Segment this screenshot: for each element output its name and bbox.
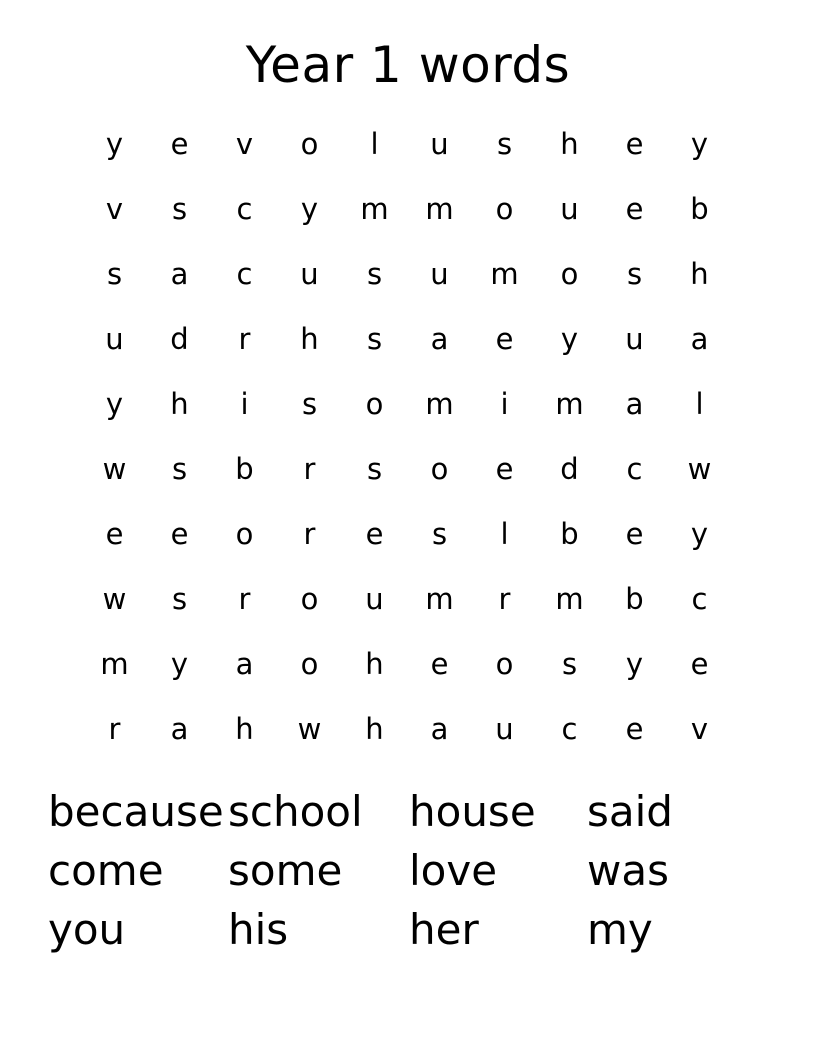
word-bank-item: house	[409, 787, 536, 836]
grid-letter: e	[105, 517, 124, 551]
word-bank-item: was	[587, 846, 669, 895]
word-bank-item: her	[409, 905, 479, 954]
grid-letter: r	[238, 322, 251, 356]
grid-letter: v	[105, 192, 124, 226]
grid-letter: c	[561, 712, 578, 746]
grid-letter: y	[625, 647, 644, 681]
grid-letter: s	[626, 257, 643, 291]
grid-letter: h	[170, 387, 189, 421]
grid-letter: s	[561, 647, 578, 681]
grid-letter: s	[301, 387, 318, 421]
word-bank-item: love	[409, 846, 498, 895]
grid-letter: e	[495, 322, 514, 356]
grid-letter: c	[236, 257, 253, 291]
grid-letter: r	[108, 712, 121, 746]
grid-letter: h	[300, 322, 319, 356]
grid-letter: e	[170, 517, 189, 551]
word-bank-item: said	[587, 787, 673, 836]
grid-letter: h	[560, 127, 579, 161]
grid-letter: u	[430, 127, 449, 161]
grid-letter: s	[171, 192, 188, 226]
grid-letter: h	[365, 647, 384, 681]
word-bank-item: school	[228, 787, 363, 836]
grid-letter: e	[690, 647, 709, 681]
grid-letter: y	[300, 192, 319, 226]
grid-letter: e	[625, 712, 644, 746]
grid-letter: e	[430, 647, 449, 681]
word-bank-item: some	[228, 846, 343, 895]
grid-letter: e	[170, 127, 189, 161]
grid-letter: m	[555, 387, 584, 421]
grid-letter: b	[235, 452, 254, 486]
grid-letter: s	[366, 257, 383, 291]
word-search-grid	[82, 112, 732, 762]
grid-letter: w	[102, 582, 127, 616]
grid-letter: u	[430, 257, 449, 291]
word-bank-item: because	[48, 787, 224, 836]
grid-letter: m	[425, 192, 454, 226]
grid-letter: o	[430, 452, 449, 486]
grid-letter: o	[365, 387, 384, 421]
grid-letter: i	[240, 387, 249, 421]
grid-letter: s	[366, 452, 383, 486]
grid-letter: a	[235, 647, 254, 681]
grid-letter: o	[560, 257, 579, 291]
grid-letter: s	[106, 257, 123, 291]
grid-letter: e	[365, 517, 384, 551]
grid-letter: b	[625, 582, 644, 616]
grid-letter: m	[100, 647, 129, 681]
grid-letter: y	[105, 387, 124, 421]
grid-letter: s	[366, 322, 383, 356]
grid-letter: u	[560, 192, 579, 226]
grid-letter: w	[297, 712, 322, 746]
grid-letter: y	[170, 647, 189, 681]
word-bank-item: my	[587, 905, 653, 954]
grid-letter: s	[431, 517, 448, 551]
grid-letter: s	[496, 127, 513, 161]
page-title: Year 1 words	[245, 36, 571, 94]
grid-letter: e	[495, 452, 514, 486]
grid-letter: u	[300, 257, 319, 291]
grid-letter: c	[236, 192, 253, 226]
grid-letter: o	[235, 517, 254, 551]
grid-letter: h	[235, 712, 254, 746]
grid-letter: a	[170, 257, 189, 291]
grid-letter: m	[555, 582, 584, 616]
grid-letter: l	[500, 517, 509, 551]
grid-letter: u	[495, 712, 514, 746]
grid-letter: m	[425, 582, 454, 616]
grid-letter: i	[500, 387, 509, 421]
grid-letter: o	[495, 647, 514, 681]
word-bank	[48, 782, 768, 959]
grid-letter: e	[625, 517, 644, 551]
grid-letter: o	[300, 647, 319, 681]
grid-letter: h	[690, 257, 709, 291]
grid-letter: s	[171, 582, 188, 616]
grid-letter: u	[365, 582, 384, 616]
word-bank-item: you	[48, 905, 126, 954]
grid-letter: y	[690, 127, 709, 161]
grid-letter: d	[560, 452, 579, 486]
grid-letter: s	[171, 452, 188, 486]
grid-letter: m	[425, 387, 454, 421]
grid-letter: l	[695, 387, 704, 421]
grid-letter: d	[170, 322, 189, 356]
grid-letter: l	[370, 127, 379, 161]
grid-letter: b	[690, 192, 709, 226]
grid-letter: r	[498, 582, 511, 616]
grid-letter: b	[560, 517, 579, 551]
grid-letter: y	[690, 517, 709, 551]
grid-letter: h	[365, 712, 384, 746]
word-bank-item: come	[48, 846, 164, 895]
grid-letter: o	[300, 127, 319, 161]
grid-letter: m	[490, 257, 519, 291]
grid-letter: o	[300, 582, 319, 616]
grid-letter: c	[626, 452, 643, 486]
grid-letter: o	[495, 192, 514, 226]
grid-letter: e	[625, 192, 644, 226]
grid-letter: a	[625, 387, 644, 421]
grid-letter: u	[625, 322, 644, 356]
grid-letter: w	[687, 452, 712, 486]
grid-letter: r	[303, 452, 316, 486]
grid-letter: a	[690, 322, 709, 356]
grid-letter: a	[170, 712, 189, 746]
grid-letter: a	[430, 322, 449, 356]
grid-letter: m	[360, 192, 389, 226]
grid-letter: c	[691, 582, 708, 616]
word-bank-item: his	[228, 905, 289, 954]
grid-letter: v	[690, 712, 709, 746]
grid-letter: v	[235, 127, 254, 161]
grid-letter: a	[430, 712, 449, 746]
grid-letter: r	[238, 582, 251, 616]
grid-letter: r	[303, 517, 316, 551]
grid-letter: e	[625, 127, 644, 161]
grid-letter: y	[105, 127, 124, 161]
grid-letter: w	[102, 452, 127, 486]
grid-letter: u	[105, 322, 124, 356]
grid-letter: y	[560, 322, 579, 356]
